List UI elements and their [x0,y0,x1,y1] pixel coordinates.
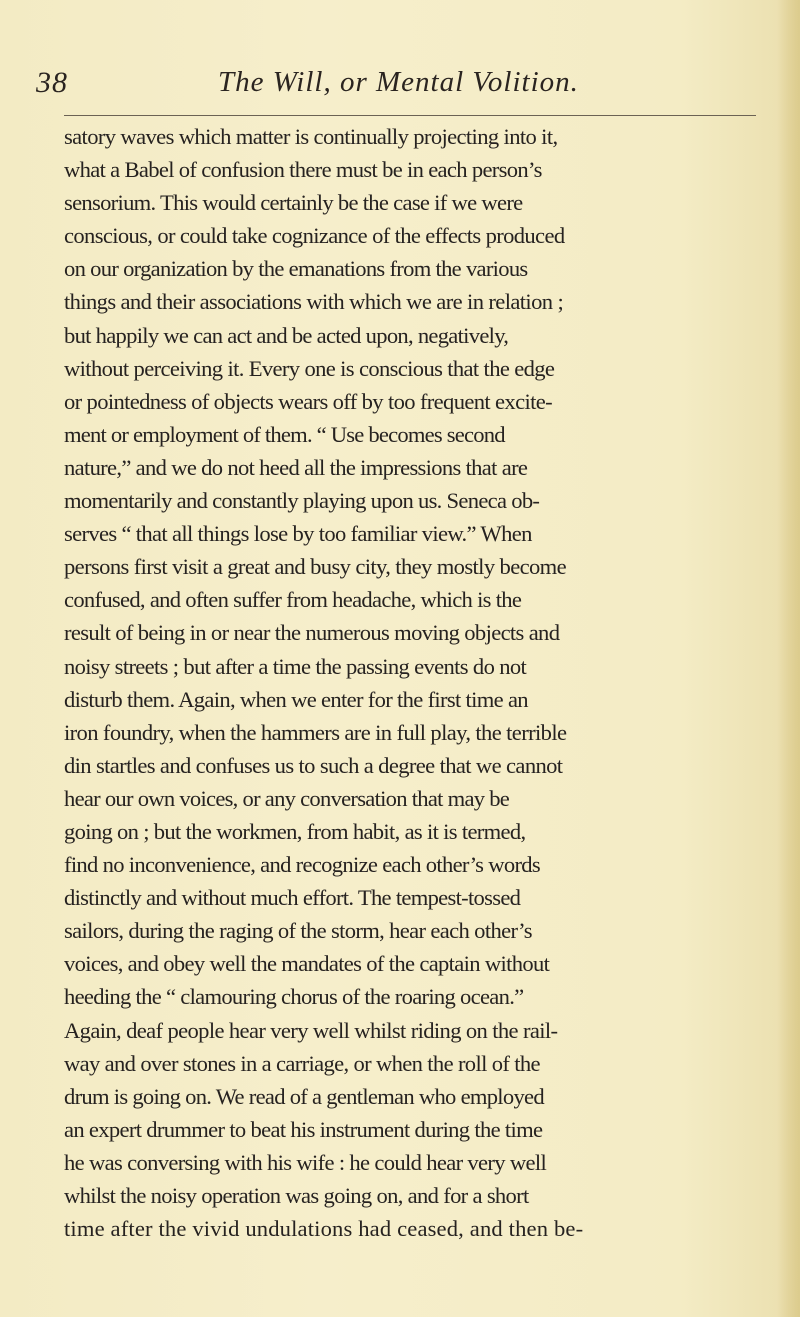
text-line: noisy streets ; but after a time the passing events do not [64,653,527,679]
running-title: The Will, or Mental Volition. [218,66,579,98]
body-text [64,120,794,1245]
text-line: find no inconvenience, and recognize each other’s words [64,852,541,878]
text-line: result of being in or near the numerous moving objects and [64,620,560,646]
text-line: what a Babel of confusion there must be in each person’s [64,157,542,183]
text-line: distinctly and without much effort. The tempest-tossed [64,885,521,911]
text-line: persons first visit a great and busy city, they mostly become [64,554,567,580]
text-line: heeding the “ clamouring chorus of the roaring ocean.” [64,984,524,1010]
text-line: sailors, during the raging of the storm, hear each other’s [64,918,532,944]
text-line: voices, and obey well the mandates of the captain without [64,951,550,977]
text-line: whilst the noisy operation was going on, and for a short [64,1183,529,1208]
text-line: Again, deaf people hear very well whilst riding on the rail- [64,1017,558,1043]
text-line: sensorium. This would certainly be the case if we were [64,190,523,216]
text-line: serves “ that all things lose by too familiar view.” When [64,521,532,547]
text-line: things and their associations with which we are in relation ; [64,289,564,315]
page-number: 38 [36,66,68,99]
text-line: way and over stones in a carriage, or when the roll of the [64,1050,540,1076]
header-rule [64,115,756,116]
text-line: din startles and confuses us to such a degree that we cannot [64,752,563,778]
text-line: but happily we can act and be acted upon, negatively, [64,322,509,348]
page-header [36,66,756,106]
text-line: nature,” and we do not heed all the impressions that are [64,454,528,480]
text-line: iron foundry, when the hammers are in full play, the terrible [64,719,567,745]
text-line: he was conversing with his wife : he could hear very well [64,1149,547,1175]
text-line: disturb them. Again, when we enter for the first time an [64,686,528,712]
text-line: drum is going on. We read of a gentleman who employed [64,1083,544,1109]
text-line: ment or employment of them. “ Use becomes second [64,421,505,447]
text-line: momentarily and constantly playing upon us. Seneca ob- [64,488,540,514]
text-line: satory waves which matter is continually projecting into it, [64,124,558,149]
text-line: an expert drummer to beat his instrument during the time [64,1116,543,1142]
text-line: without perceiving it. Every one is conscious that the edge [64,355,555,381]
text-line: on our organization by the emanations from the various [64,256,528,282]
text-line: or pointedness of objects wears off by too frequent excite- [64,388,552,414]
text-line: conscious, or could take cognizance of the effects produced [64,223,565,249]
text-line: time after the vivid undulations had ceased, and then be- [64,1216,584,1242]
text-line: confused, and often suffer from headache, which is the [64,587,522,613]
text-line: hear our own voices, or any conversation that may be [64,785,510,811]
text-line: going on ; but the workmen, from habit, as it is termed, [64,818,526,844]
